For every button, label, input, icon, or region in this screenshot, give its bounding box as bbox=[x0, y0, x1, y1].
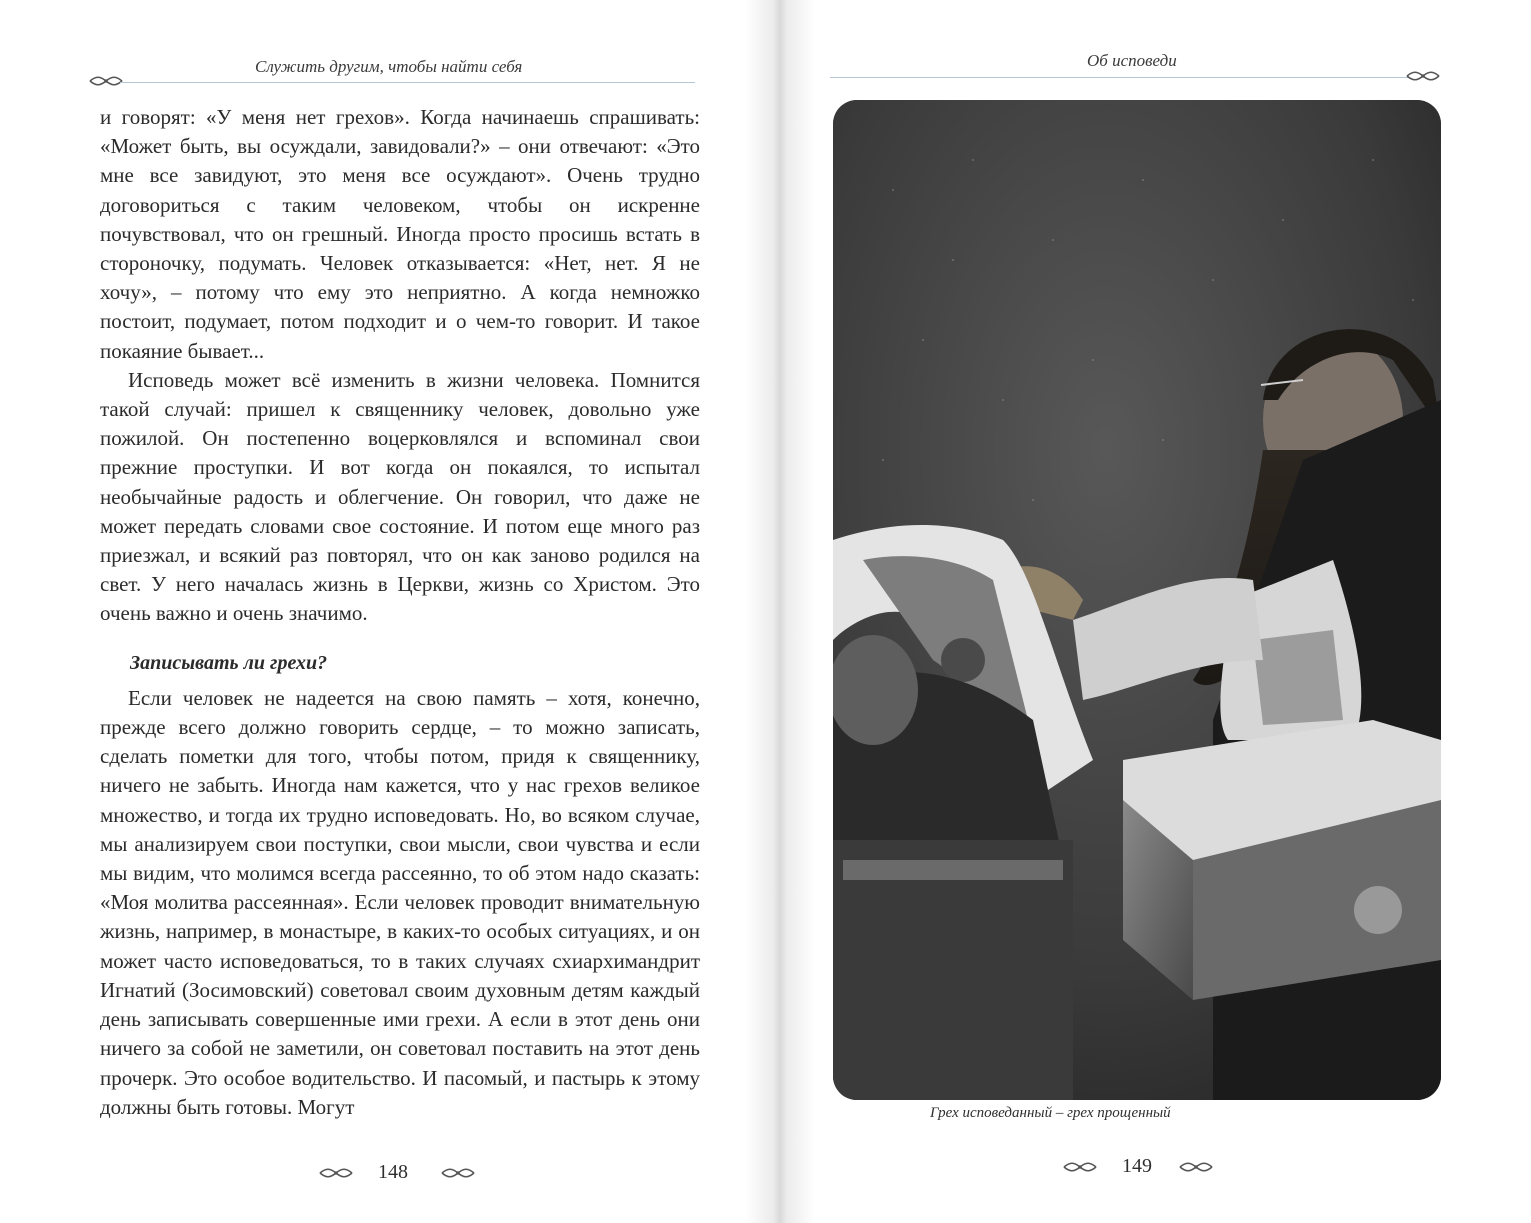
running-head: Об исповеди bbox=[1087, 51, 1177, 70]
ornament-icon bbox=[88, 75, 124, 87]
page-number: 149 bbox=[1122, 1155, 1152, 1177]
photo-illustration bbox=[833, 100, 1441, 1100]
right-page bbox=[800, 0, 1531, 1223]
header-rule bbox=[120, 82, 695, 83]
ornament-icon bbox=[1178, 1161, 1214, 1173]
subheading: Записывать ли грехи? bbox=[130, 651, 328, 674]
paragraph: и говорят: «У меня нет грехов». Когда начинаешь спрашивать: «Может быть, вы осуждали, завидовали?» – они отвечают: «Это мне все завидуют, это меня все осуждают». Очень трудно договориться с таким человеком, чтобы он искренне почувствовал, что он грешный. Иногда просто просишь встать в стороночку, подумать. Человек отказывается: «Нет, нет. Я не хочу», – потому что ему это неприятно. А когда немножко постоит, подумает, потом подходит и о чем-то говорит. И такое покаяние бывает... bbox=[100, 105, 700, 363]
paragraph: Если человек не надеется на свою память – хотя, конечно, прежде всего должно говорить сердце, – то можно записать, сделать пометки для того, чтобы потом, придя к священнику, ничего не забыть. Иногда нам кажется, что у нас грехов великое множество, и тогда их трудно исповедовать. Но, во всяком случае, мы анализируем свои поступки, свои мысли, свои чувства и если мы видим, что молимся всегда рассеянно, то об этом надо сказать: «Моя молитва рассеянная». Если человек проводит внимательную жизнь, например, в монастыре, в каких-то особых ситуациях, и он может часто исповедоваться, то в таких случаях схиархимандрит Игнатий (Зосимовский) советовал своим духовным детям каждый день записывать совершенные ими грехи. А если в этот день они ничего за собой не заметили, он советовал поставить на этот день прочерк. Это особое водительство. И пасомый, и пастырь к этому должны быть готовы. Могут bbox=[100, 685, 700, 1119]
photo-caption: Грех исповеданный – грех прощенный bbox=[930, 1105, 1171, 1121]
ornament-icon bbox=[1405, 70, 1441, 82]
body-text bbox=[100, 103, 700, 1122]
paragraph: Исповедь может всё изменить в жизни человека. Помнится такой случай: пришел к священнику человек, довольно уже пожилой. Он постепенно воцерковлялся и вспоминал свои прежние проступки. И вот когда он покаялся, то испытал необычайные радость и облегчение. Он говорил, что даже не может передать словами свое состояние. И потом еще много раз приезжал, и всякий раз повторял, что он как заново родился на свет. У него началась жизнь в Церкви, жизнь со Христом. Это очень важно и очень значимо. bbox=[100, 367, 700, 626]
left-page bbox=[0, 0, 760, 1223]
page-number: 148 bbox=[378, 1161, 408, 1183]
header-rule bbox=[830, 77, 1410, 78]
ornament-icon bbox=[1062, 1161, 1098, 1173]
ornament-icon bbox=[440, 1167, 476, 1179]
photo-priest-confession bbox=[833, 100, 1441, 1100]
ornament-icon bbox=[318, 1167, 354, 1179]
running-head: Служить другим, чтобы найти себя bbox=[255, 57, 523, 76]
